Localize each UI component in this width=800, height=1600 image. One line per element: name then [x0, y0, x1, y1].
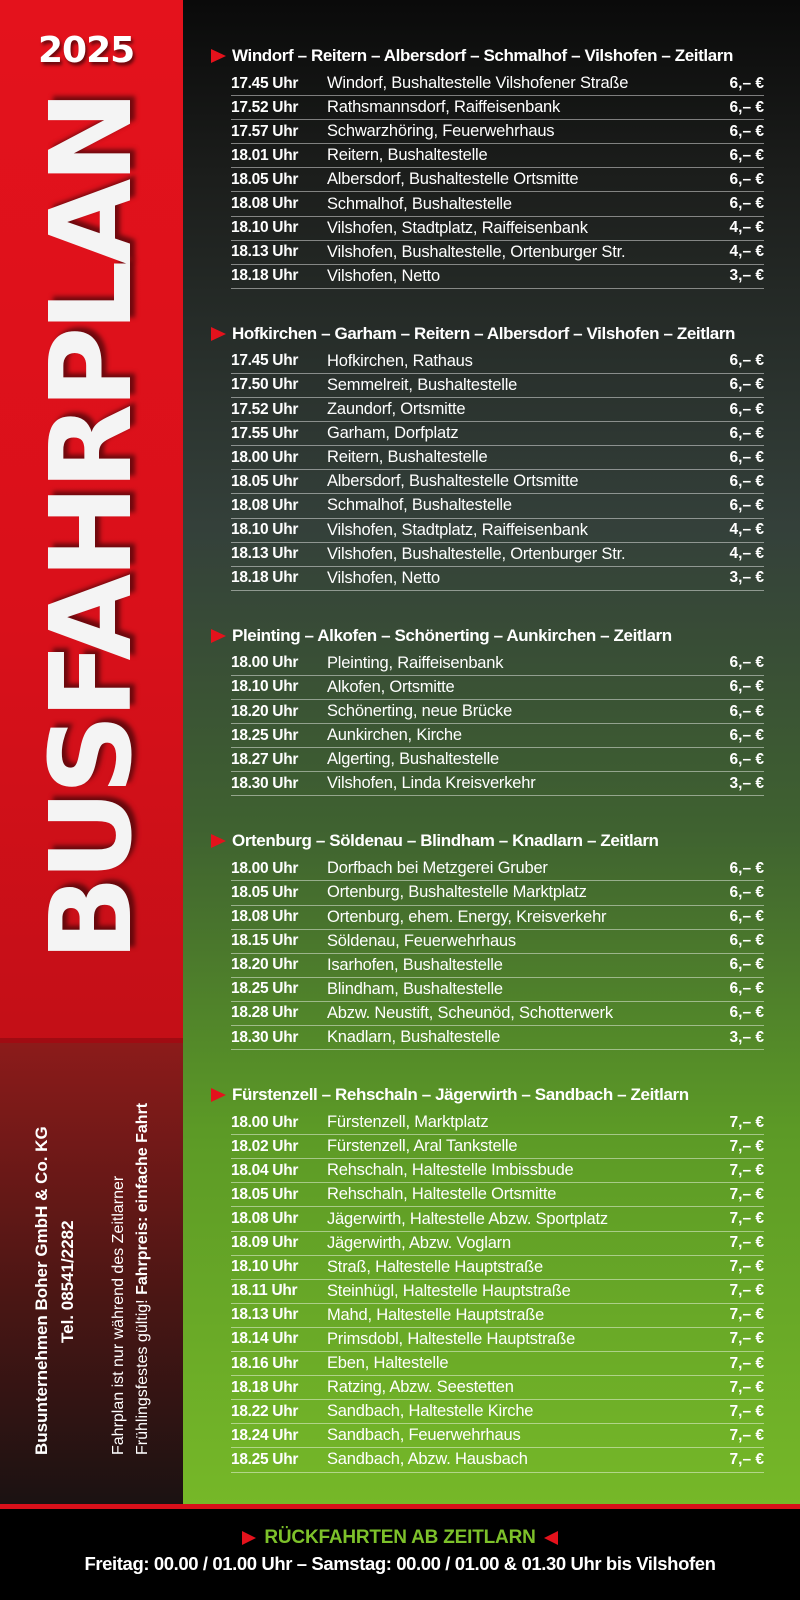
stop-time: 18.00 Uhr [231, 448, 299, 466]
stop-time: 18.11 Uhr [231, 1282, 298, 1300]
arrow-right-icon [211, 1088, 226, 1102]
stop-time: 18.00 Uhr [231, 1113, 299, 1131]
stop-row [231, 1232, 764, 1256]
stop-row [231, 265, 764, 289]
stop-place: Schmalhof, Bushaltestelle [327, 194, 512, 213]
stop-row [231, 494, 764, 518]
stop-time: 17.57 Uhr [231, 122, 299, 140]
stop-place: Albersdorf, Bushaltestelle Ortsmitte [327, 472, 579, 491]
stop-price: 6,– € [729, 654, 764, 672]
stop-row [231, 446, 764, 470]
stop-place: Sandbach, Abzw. Hausbach [327, 1450, 528, 1469]
stop-row [231, 1280, 764, 1304]
stop-place: Garham, Dorfplatz [327, 424, 459, 443]
stop-time: 18.18 Uhr [231, 569, 299, 587]
stop-place: Vilshofen, Bushaltestelle, Ortenburger Str. [327, 544, 626, 563]
stop-price: 4,– € [729, 521, 764, 539]
stop-time: 18.00 Uhr [231, 859, 299, 877]
stop-price: 7,– € [729, 1113, 764, 1131]
stop-time: 18.08 Uhr [231, 1210, 299, 1228]
stop-row [231, 1328, 764, 1352]
footer [0, 1509, 800, 1600]
stop-place: Ortenburg, ehem. Energy, Kreisverkehr [327, 907, 607, 926]
stop-row [231, 1183, 764, 1207]
stop-place: Schwarzhöring, Feuerwehrhaus [327, 122, 555, 141]
stop-time: 18.10 Uhr [231, 521, 299, 539]
stop-row [231, 374, 764, 398]
stop-price: 7,– € [729, 1354, 764, 1372]
stop-time: 18.01 Uhr [231, 146, 299, 164]
stop-place: Windorf, Bushaltestelle Vilshofener Straße [327, 74, 629, 93]
route-block [211, 622, 766, 797]
fare-note: Fahrpreis: einfache Fahrt [134, 1102, 151, 1295]
stop-time: 18.10 Uhr [231, 1258, 299, 1276]
stop-price: 7,– € [729, 1426, 764, 1444]
stop-row [231, 1111, 764, 1135]
stop-row [231, 72, 764, 96]
stop-place: Sandbach, Feuerwehrhaus [327, 1426, 521, 1445]
route-header [211, 1081, 766, 1109]
stop-row [231, 652, 764, 676]
stop-place: Alkofen, Ortsmitte [327, 677, 455, 696]
stop-place: Vilshofen, Stadtplatz, Raiffeisenbank [327, 218, 588, 237]
stop-price: 6,– € [729, 1004, 764, 1022]
route-title: Hofkirchen – Garham – Reitern – Albersdorf – Vilshofen – Zeitlarn [232, 323, 736, 343]
stop-price: 3,– € [729, 1028, 764, 1046]
stop-place: Blindham, Bushaltestelle [327, 979, 503, 998]
stop-time: 18.28 Uhr [231, 1004, 299, 1022]
arrow-right-icon [211, 629, 226, 643]
stop-row [231, 422, 764, 446]
stop-price: 7,– € [729, 1378, 764, 1396]
stop-place: Hofkirchen, Rathaus [327, 351, 473, 370]
stop-place: Dorfbach bei Metzgerei Gruber [327, 859, 548, 878]
stop-place: Fürstenzell, Marktplatz [327, 1113, 489, 1132]
stop-price: 6,– € [729, 678, 764, 696]
route-title: Pleinting – Alkofen – Schönerting – Aunkirchen – Zeitlarn [232, 625, 672, 645]
stop-row [231, 543, 764, 567]
company-info [29, 1055, 155, 1455]
arrow-right-icon [211, 834, 226, 848]
stop-place: Abzw. Neustift, Scheunöd, Schotterwerk [327, 1003, 613, 1022]
stop-price: 6,– € [729, 424, 764, 442]
stop-place: Eben, Haltestelle [327, 1354, 449, 1373]
stop-row [231, 1424, 764, 1448]
arrow-right-icon [211, 49, 226, 63]
stop-place: Reitern, Bushaltestelle [327, 146, 488, 165]
stop-price: 6,– € [729, 859, 764, 877]
stop-row [231, 398, 764, 422]
stop-time: 18.08 Uhr [231, 496, 299, 514]
stop-time: 18.05 Uhr [231, 472, 299, 490]
stop-row [231, 217, 764, 241]
stop-price: 6,– € [729, 702, 764, 720]
route-block [211, 827, 766, 1050]
stop-place: Vilshofen, Linda Kreisverkehr [327, 774, 536, 793]
stop-time: 18.25 Uhr [231, 1450, 299, 1468]
stop-price: 6,– € [729, 496, 764, 514]
stop-price: 7,– € [729, 1185, 764, 1203]
stop-row [231, 1400, 764, 1424]
stop-row [231, 1207, 764, 1231]
stop-row [231, 676, 764, 700]
stop-time: 18.30 Uhr [231, 1028, 299, 1046]
stop-time: 18.10 Uhr [231, 678, 299, 696]
route-title: Ortenburg – Söldenau – Blindham – Knadlarn – Zeitlarn [232, 831, 659, 851]
stop-place: Algerting, Bushaltestelle [327, 750, 500, 769]
route-title: Windorf – Reitern – Albersdorf – Schmalhof – Vilshofen – Zeitlarn [232, 46, 733, 65]
stop-time: 18.30 Uhr [231, 774, 299, 792]
stop-row [231, 954, 764, 978]
stop-place: Sandbach, Haltestelle Kirche [327, 1402, 534, 1421]
stop-time: 18.20 Uhr [231, 956, 299, 974]
stop-row [231, 192, 764, 216]
stop-time: 17.52 Uhr [231, 98, 299, 116]
stop-time: 18.10 Uhr [231, 219, 299, 237]
stop-price: 6,– € [729, 170, 764, 188]
validity-note [107, 1055, 155, 1455]
stop-price: 3,– € [729, 774, 764, 792]
validity-note-line2 [131, 1055, 155, 1455]
route-block [211, 42, 766, 289]
stop-time: 18.25 Uhr [231, 726, 299, 744]
stop-place: Rehschaln, Haltestelle Ortsmitte [327, 1185, 557, 1204]
stop-place: Vilshofen, Netto [327, 266, 440, 285]
stop-price: 7,– € [729, 1306, 764, 1324]
stop-place: Rehschaln, Haltestelle Imbissbude [327, 1161, 574, 1180]
stop-time: 18.15 Uhr [231, 932, 299, 950]
stop-price: 6,– € [729, 726, 764, 744]
stop-place: Jägerwirth, Abzw. Voglarn [327, 1233, 511, 1252]
stop-place: Knadlarn, Bushaltestelle [327, 1028, 501, 1047]
arrow-right-icon [242, 1531, 256, 1545]
stop-row [231, 748, 764, 772]
stop-price: 6,– € [729, 122, 764, 140]
stop-time: 18.00 Uhr [231, 654, 299, 672]
stop-row [231, 470, 764, 494]
route-title: Fürstenzell – Rehschaln – Jägerwirth – Sandbach – Zeitlarn [232, 1085, 689, 1105]
stop-price: 6,– € [729, 98, 764, 116]
stop-place: Schmalhof, Bushaltestelle [327, 496, 512, 515]
stop-time: 18.18 Uhr [231, 267, 299, 285]
stop-row [231, 168, 764, 192]
stop-place: Reitern, Bushaltestelle [327, 448, 488, 467]
route-list [211, 42, 766, 1504]
stop-row [231, 724, 764, 748]
stop-price: 6,– € [729, 472, 764, 490]
stop-price: 6,– € [729, 956, 764, 974]
return-trips-title: RÜCKFAHRTEN AB ZEITLARN [264, 1527, 536, 1548]
stop-row [231, 1376, 764, 1400]
stop-time: 17.55 Uhr [231, 424, 299, 442]
stop-time: 18.13 Uhr [231, 1306, 299, 1324]
stop-place: Zaundorf, Ortsmitte [327, 400, 466, 419]
stop-price: 7,– € [729, 1137, 764, 1155]
stop-row [231, 1135, 764, 1159]
stop-time: 18.13 Uhr [231, 243, 299, 261]
route-header [211, 622, 766, 650]
stop-place: Albersdorf, Bushaltestelle Ortsmitte [327, 170, 579, 189]
stop-row [231, 1304, 764, 1328]
stop-row [231, 241, 764, 265]
stop-place: Vilshofen, Bushaltestelle, Ortenburger Str. [327, 242, 626, 261]
stop-row [231, 567, 764, 591]
stop-place: Semmelreit, Bushaltestelle [327, 375, 518, 394]
stop-row [231, 1256, 764, 1280]
route-block [211, 320, 766, 591]
stop-price: 7,– € [729, 1402, 764, 1420]
stop-price: 6,– € [729, 352, 764, 370]
stop-price: 7,– € [729, 1450, 764, 1468]
stop-price: 7,– € [729, 1330, 764, 1348]
stop-row [231, 772, 764, 796]
stop-row [231, 700, 764, 724]
arrow-left-icon [544, 1531, 558, 1545]
stop-row [231, 1448, 764, 1472]
stop-row [231, 881, 764, 905]
stop-place: Fürstenzell, Aral Tankstelle [327, 1137, 518, 1156]
stop-row [231, 1159, 764, 1183]
stop-price: 6,– € [729, 376, 764, 394]
stop-price: 6,– € [729, 908, 764, 926]
stop-place: Straß, Haltestelle Hauptstraße [327, 1257, 543, 1276]
stop-time: 18.25 Uhr [231, 980, 299, 998]
route-header [211, 827, 766, 855]
return-trips-heading [0, 1527, 800, 1549]
stop-price: 3,– € [729, 569, 764, 587]
stop-place: Vilshofen, Stadtplatz, Raiffeisenbank [327, 520, 588, 539]
stop-price: 6,– € [729, 980, 764, 998]
stop-time: 18.08 Uhr [231, 908, 299, 926]
stop-row [231, 978, 764, 1002]
stop-place: Primsdobl, Haltestelle Hauptstraße [327, 1329, 576, 1348]
stop-time: 18.27 Uhr [231, 750, 299, 768]
validity-note-plain: Frühlingsfestes gültig! [134, 1294, 151, 1455]
year-label: 2025 [38, 30, 135, 71]
arrow-right-icon [211, 327, 226, 341]
stop-place: Ortenburg, Bushaltestelle Marktplatz [327, 883, 587, 902]
stop-row [231, 350, 764, 374]
stop-place: Schönerting, neue Brücke [327, 702, 513, 721]
stop-time: 18.05 Uhr [231, 883, 299, 901]
stop-place: Steinhügl, Haltestelle Hauptstraße [327, 1281, 571, 1300]
stop-time: 18.14 Uhr [231, 1330, 299, 1348]
stop-time: 18.05 Uhr [231, 1185, 299, 1203]
company-phone: Tel. 08541/2282 [58, 1220, 77, 1343]
stop-place: Rathsmannsdorf, Raiffeisenbank [327, 98, 561, 117]
stop-price: 6,– € [729, 883, 764, 901]
stop-place: Pleinting, Raiffeisenbank [327, 653, 504, 672]
stop-time: 18.13 Uhr [231, 545, 299, 563]
stop-row [231, 930, 764, 954]
stop-place: Söldenau, Feuerwehrhaus [327, 931, 516, 950]
route-header [211, 42, 766, 70]
stop-row [231, 519, 764, 543]
stop-place: Aunkirchen, Kirche [327, 726, 462, 745]
stop-row [231, 906, 764, 930]
stop-time: 18.20 Uhr [231, 702, 299, 720]
stop-price: 6,– € [729, 195, 764, 213]
stop-time: 18.09 Uhr [231, 1234, 299, 1252]
stop-place: Ratzing, Abzw. Seestetten [327, 1378, 514, 1397]
stop-price: 6,– € [729, 448, 764, 466]
stop-time: 18.16 Uhr [231, 1354, 299, 1372]
stop-row [231, 96, 764, 120]
stop-time: 18.24 Uhr [231, 1426, 299, 1444]
stop-price: 4,– € [729, 243, 764, 261]
stop-time: 18.05 Uhr [231, 170, 299, 188]
stop-time: 18.18 Uhr [231, 1378, 299, 1396]
stop-time: 18.22 Uhr [231, 1402, 299, 1420]
company-name: Busunternehmen Boher GmbH & Co. KG [32, 1126, 51, 1455]
stop-price: 4,– € [729, 219, 764, 237]
stop-price: 4,– € [729, 545, 764, 563]
stop-price: 7,– € [729, 1161, 764, 1179]
stop-price: 6,– € [729, 750, 764, 768]
stop-price: 7,– € [729, 1210, 764, 1228]
stop-time: 18.04 Uhr [231, 1161, 299, 1179]
stop-time: 17.52 Uhr [231, 400, 299, 418]
stop-time: 18.02 Uhr [231, 1137, 299, 1155]
stop-price: 7,– € [729, 1234, 764, 1252]
stop-place: Jägerwirth, Haltestelle Abzw. Sportplatz [327, 1209, 608, 1228]
stop-row [231, 1002, 764, 1026]
stop-price: 6,– € [729, 400, 764, 418]
poster-title: BUSFAHRPLAN [27, 94, 157, 962]
stop-place: Vilshofen, Netto [327, 568, 440, 587]
stop-price: 3,– € [729, 267, 764, 285]
stop-price: 6,– € [729, 146, 764, 164]
stop-place: Isarhofen, Bushaltestelle [327, 955, 503, 974]
stop-time: 17.45 Uhr [231, 74, 299, 92]
stop-price: 7,– € [729, 1282, 764, 1300]
route-header [211, 320, 766, 348]
route-block [211, 1081, 766, 1472]
stop-time: 17.45 Uhr [231, 352, 299, 370]
return-trips-times: Freitag: 00.00 / 01.00 Uhr – Samstag: 00.00 / 01.00 & 01.30 Uhr bis Vilshofen [84, 1553, 716, 1574]
stop-time: 17.50 Uhr [231, 376, 299, 394]
stop-price: 6,– € [729, 932, 764, 950]
stop-price: 6,– € [729, 74, 764, 92]
stop-row [231, 1026, 764, 1050]
stop-row [231, 120, 764, 144]
stop-time: 18.08 Uhr [231, 195, 299, 213]
stop-place: Mahd, Haltestelle Hauptstraße [327, 1305, 545, 1324]
stop-row [231, 857, 764, 881]
stop-row [231, 144, 764, 168]
stop-price: 7,– € [729, 1258, 764, 1276]
stop-row [231, 1352, 764, 1376]
validity-note-line1: Fahrplan ist nur während des Zeitlarner [110, 1175, 127, 1455]
